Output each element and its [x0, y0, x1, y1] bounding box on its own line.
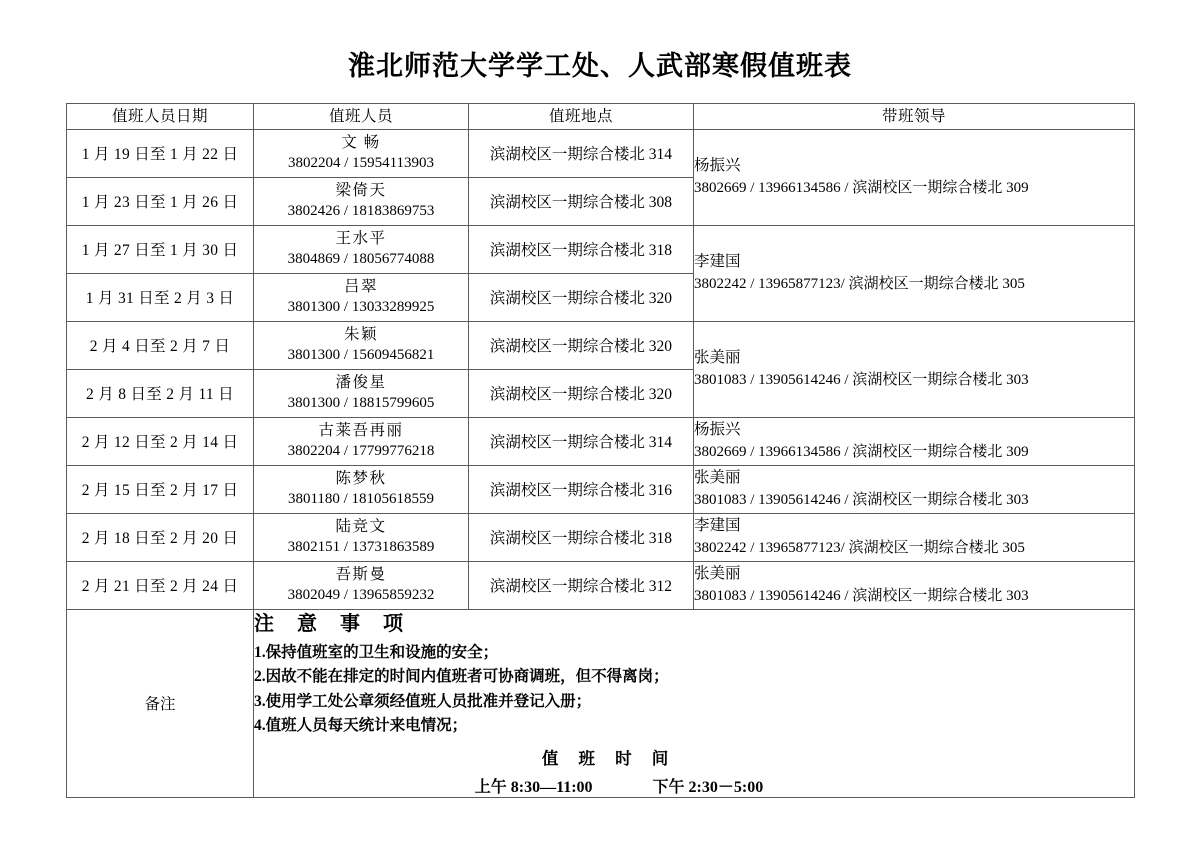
cell-person	[254, 513, 469, 561]
person-name: 吾斯曼	[335, 566, 387, 584]
cell-date: 2 月 12 日至 2 月 14 日	[67, 417, 254, 465]
cell-date: 2 月 18 日至 2 月 20 日	[67, 513, 254, 561]
cell-person	[254, 321, 469, 369]
table-row	[67, 225, 1135, 273]
cell-place: 滨湖校区一期综合楼北 320	[469, 321, 694, 369]
cell-place: 滨湖校区一期综合楼北 320	[469, 273, 694, 321]
leader-name: 杨振兴	[694, 157, 741, 175]
person-name: 文 畅	[341, 134, 381, 152]
cell-date: 2 月 4 日至 2 月 7 日	[67, 321, 254, 369]
person-name: 王水平	[335, 230, 387, 248]
table-row	[67, 129, 1135, 177]
column-header-date: 值班人员日期	[67, 103, 254, 129]
duty-time-afternoon: 下午 2:30－5:00	[652, 779, 764, 797]
leader-name: 张美丽	[694, 349, 741, 367]
person-phone: 3802426 / 18183869753	[287, 203, 435, 220]
cell-person	[254, 225, 469, 273]
cell-place: 滨湖校区一期综合楼北 318	[469, 225, 694, 273]
person-name: 吕翠	[343, 278, 378, 296]
cell-person	[254, 177, 469, 225]
remark-row	[67, 609, 1135, 797]
cell-place: 滨湖校区一期综合楼北 318	[469, 513, 694, 561]
person-phone: 3801300 / 15609456821	[287, 347, 435, 364]
cell-place: 滨湖校区一期综合楼北 308	[469, 177, 694, 225]
cell-person	[254, 369, 469, 417]
cell-leader	[694, 129, 1135, 225]
cell-leader	[694, 225, 1135, 321]
cell-person	[254, 561, 469, 609]
leader-info: 3801083 / 13905614246 / 滨湖校区一期综合楼北 303	[694, 372, 1029, 389]
page-title: 淮北师范大学学工处、人武部寒假值班表	[348, 51, 852, 81]
cell-place: 滨湖校区一期综合楼北 312	[469, 561, 694, 609]
notes-cell	[254, 609, 1135, 797]
cell-date: 2 月 8 日至 2 月 11 日	[67, 369, 254, 417]
cell-date: 2 月 21 日至 2 月 24 日	[67, 561, 254, 609]
column-header-leader: 带班领导	[694, 103, 1135, 129]
person-name: 朱颖	[343, 326, 378, 344]
cell-place: 滨湖校区一期综合楼北 314	[469, 129, 694, 177]
cell-person	[254, 465, 469, 513]
table-header-row	[67, 103, 1135, 129]
person-phone: 3802151 / 13731863589	[287, 539, 435, 556]
leader-name: 李建国	[694, 253, 741, 271]
person-phone: 3801180 / 18105618559	[287, 491, 435, 508]
cell-leader	[694, 417, 1135, 465]
leader-info: 3801083 / 13905614246 / 滨湖校区一期综合楼北 303	[694, 588, 1029, 605]
person-phone: 3802049 / 13965859232	[287, 587, 435, 604]
leader-name: 李建国	[694, 517, 741, 535]
cell-leader	[694, 465, 1135, 513]
cell-person	[254, 273, 469, 321]
cell-place: 滨湖校区一期综合楼北 316	[469, 465, 694, 513]
leader-name: 杨振兴	[694, 421, 741, 439]
duty-time-title: 值 班 时 间	[541, 748, 677, 768]
remark-label: 备注	[67, 609, 254, 797]
person-name: 潘俊星	[335, 374, 387, 392]
column-header-person: 值班人员	[254, 103, 469, 129]
table-row	[67, 321, 1135, 369]
person-name: 梁倚天	[335, 182, 387, 200]
cell-date: 1 月 31 日至 2 月 3 日	[67, 273, 254, 321]
cell-date: 2 月 15 日至 2 月 17 日	[67, 465, 254, 513]
leader-info: 3802242 / 13965877123/ 滨湖校区一期综合楼北 305	[694, 276, 1025, 293]
person-name: 陈梦秋	[335, 470, 387, 488]
person-phone: 3801300 / 18815799605	[287, 395, 435, 412]
person-name: 陆竞文	[335, 518, 387, 536]
table-row	[67, 513, 1135, 561]
cell-leader	[694, 561, 1135, 609]
table-row	[67, 417, 1135, 465]
cell-person	[254, 417, 469, 465]
duty-time-morning: 上午 8:30—11:00	[474, 779, 593, 797]
duty-time-values	[254, 774, 1134, 797]
leader-info: 3802669 / 13966134586 / 滨湖校区一期综合楼北 309	[694, 444, 1029, 461]
cell-leader	[694, 513, 1135, 561]
cell-leader	[694, 321, 1135, 417]
roster-table-container	[66, 82, 1134, 798]
leader-name: 张美丽	[694, 469, 741, 487]
table-row	[67, 561, 1135, 609]
cell-place: 滨湖校区一期综合楼北 314	[469, 417, 694, 465]
leader-info: 3802242 / 13965877123/ 滨湖校区一期综合楼北 305	[694, 540, 1025, 557]
notes-title: 注 意 事 项	[254, 612, 412, 635]
note-item: 3.使用学工处公章须经值班人员批准并登记入册；	[254, 692, 592, 710]
cell-place: 滨湖校区一期综合楼北 320	[469, 369, 694, 417]
note-item: 2.因故不能在排定的时间内值班者可协商调班，但不得离岗；	[254, 668, 669, 686]
cell-date: 1 月 19 日至 1 月 22 日	[67, 129, 254, 177]
person-phone: 3804869 / 18056774088	[287, 251, 435, 268]
leader-info: 3801083 / 13905614246 / 滨湖校区一期综合楼北 303	[694, 492, 1029, 509]
leader-info: 3802669 / 13966134586 / 滨湖校区一期综合楼北 309	[694, 180, 1029, 197]
cell-date: 1 月 27 日至 1 月 30 日	[67, 225, 254, 273]
cell-date: 1 月 23 日至 1 月 26 日	[67, 177, 254, 225]
leader-name: 张美丽	[694, 565, 741, 583]
person-phone: 3802204 / 17799776218	[287, 443, 435, 460]
note-item: 4.值班人员每天统计来电情况；	[254, 717, 468, 735]
cell-person	[254, 129, 469, 177]
column-header-place: 值班地点	[469, 103, 694, 129]
person-name: 古莱吾再丽	[318, 422, 404, 440]
table-row	[67, 465, 1135, 513]
duty-roster-table	[66, 103, 1135, 798]
person-phone: 3802204 / 15954113903	[287, 155, 435, 172]
note-item: 1.保持值班室的卫生和设施的安全；	[254, 643, 499, 661]
person-phone: 3801300 / 13033289925	[287, 299, 435, 316]
